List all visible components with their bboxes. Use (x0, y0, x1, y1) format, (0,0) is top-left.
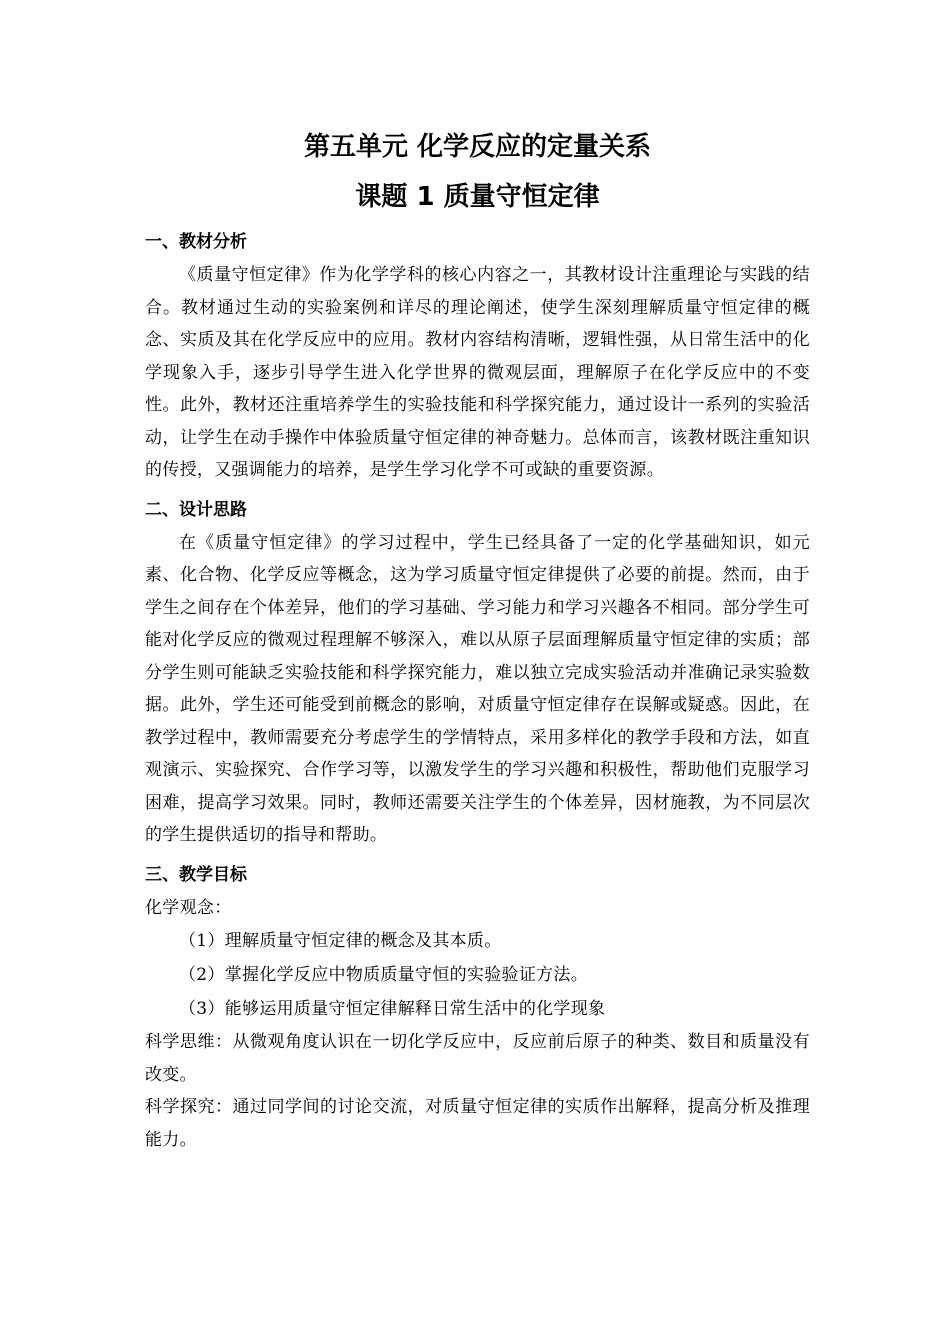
concept-label: 化学观念： (145, 897, 232, 918)
document-page (145, 125, 810, 1156)
section-teaching-goals (145, 858, 810, 1157)
document-title: 第五单元 化学反应的定量关系 (303, 132, 652, 162)
list-item: （2）掌握化学反应中物质质量守恒的实验验证方法。 (179, 965, 589, 985)
document-subtitle: 课题 1 质量守恒定律 (355, 182, 600, 212)
section-paragraph: 在《质量守恒定律》的学习过程中，学生已经具备了一定的化学基础知识，如元素、化合物、化学反应等概念，这为学习质量守恒定律提供了必要的前提。然而，由于学生之间存在个体差异，他们的学习基础、学习能力和学习兴趣各不相同。部分学生可能对化学反应的微观过程理解不够深入，难以从原子层面理解质量守恒定律的实质；部分学生则可能缺乏实验技能和科学探究能力，难以独立完成实验活动并准确记录实验数据。此外，学生还可能受到前概念的影响，对质量守恒定律存在误解或疑惑。因此，在教学过程中，教师需要充分考虑学生的学情特点，采用多样化的教学手段和方法，如直观演示、实验探究、合作学习等，以激发学生的学习兴趣和积极性，帮助他们克服学习困难，提高学习效果。同时，教师还需要关注学生的个体差异，因材施教，为不同层次的学生提供适切的指导和帮助。 (145, 532, 810, 845)
scientific-thinking-text: 科学思维：从微观角度认识在一切化学反应中，反应前后原子的种类、数目和质量没有改变。 (145, 1032, 810, 1085)
section-textbook-analysis (145, 225, 810, 487)
section-design-ideas (145, 493, 810, 852)
section-paragraph: 《质量守恒定律》作为化学学科的核心内容之一，其教材设计注重理论与实践的结合。教材通过生动的实验案例和详尽的理论阐述，使学生深刻理解质量守恒定律的概念、实质及其在化学反应中的应用。教材内容结构清晰，逻辑性强，从日常生活中的化学现象入手，逐步引导学生进入化学世界的微观层面，理解原子在化学反应中的不变性。此外，教材还注重培养学生的实验技能和科学探究能力，通过设计一系列的实验活动，让学生在动手操作中体验质量守恒定律的神奇魅力。总体而言，该教材既注重知识的传授，又强调能力的培养，是学生学习化学不可或缺的重要资源。 (145, 265, 810, 480)
section-heading: 三、教学目标 (145, 864, 247, 885)
scientific-inquiry-text: 科学探究：通过同学间的讨论交流，对质量守恒定律的实质作出解释，提高分析及推理能力。 (145, 1097, 810, 1150)
section-heading: 一、教材分析 (145, 232, 247, 252)
section-heading: 二、设计思路 (145, 499, 247, 520)
list-item: （1）理解质量守恒定律的概念及其本质。 (179, 931, 502, 951)
list-item: （3）能够运用质量守恒定律解释日常生活中的化学现象 (179, 999, 606, 1019)
